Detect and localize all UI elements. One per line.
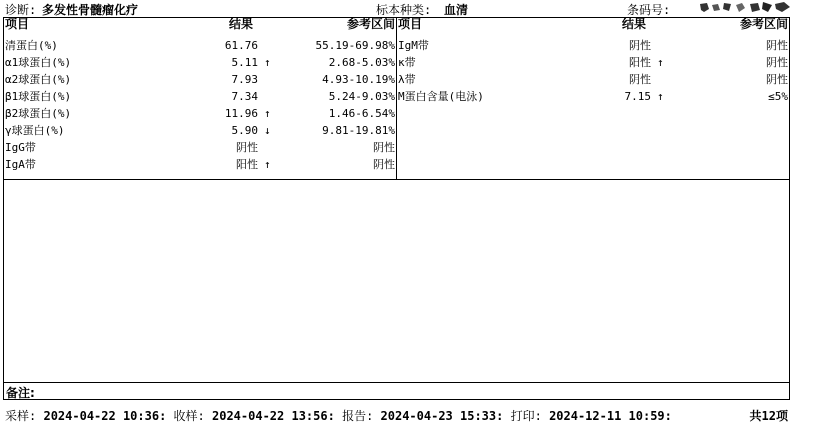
reference-range: 5.24-9.03% <box>328 90 395 103</box>
right-header-item: 项目 <box>398 17 423 31</box>
result-value: 5.11 <box>231 56 258 69</box>
collect-label: 采样: <box>5 409 37 423</box>
reference-range: 4.93-10.19% <box>322 73 395 86</box>
result-value: 阳性 <box>236 158 258 171</box>
collect-time: 2024-04-22 10:36: <box>43 409 167 423</box>
reference-range: 55.19-69.98% <box>315 39 395 52</box>
reference-range: ≤5% <box>768 90 788 103</box>
result-item-name: κ带 <box>398 56 416 69</box>
report-label: 报告: <box>342 409 374 423</box>
reference-range: 阴性 <box>766 73 788 86</box>
report-time: 2024-04-23 15:33: <box>380 409 504 423</box>
result-flag: ↑ <box>264 56 271 69</box>
result-item-name: λ带 <box>398 73 416 86</box>
receive-time: 2024-04-22 13:56: <box>212 409 335 423</box>
result-value: 5.90 <box>231 124 258 137</box>
reference-range: 阴性 <box>373 158 395 171</box>
right-header-range: 参考区间 <box>739 17 788 31</box>
reference-range: 9.81-19.81% <box>322 124 395 137</box>
print-label: 打印: <box>510 409 542 423</box>
result-value: 11.96 <box>224 107 258 120</box>
result-value: 7.93 <box>231 73 258 86</box>
left-header-range: 参考区间 <box>346 17 395 31</box>
result-item-name: γ球蛋白(%) <box>5 124 65 137</box>
result-item-name: β2球蛋白(%) <box>5 107 72 120</box>
result-item-name: M蛋白含量(电泳) <box>398 90 484 103</box>
result-item-name: IgM带 <box>398 39 429 52</box>
result-item-name: α2球蛋白(%) <box>5 73 72 86</box>
left-header-item: 项目 <box>5 17 30 31</box>
left-header-result: 结果 <box>229 17 254 31</box>
result-item-name: IgA带 <box>5 158 36 171</box>
diagnosis-label: 诊断: <box>5 3 37 17</box>
result-flag: ↑ <box>264 107 271 120</box>
reference-range: 2.68-5.03% <box>328 56 395 69</box>
result-value: 7.34 <box>231 90 258 103</box>
print-time: 2024-12-11 10:59: <box>549 409 672 423</box>
result-value: 7.15 <box>624 90 651 103</box>
result-flag: ↑ <box>657 56 664 69</box>
reference-range: 阴性 <box>766 56 788 69</box>
report-footer <box>5 407 672 424</box>
barcode-label: 条码号: <box>627 3 671 17</box>
diagnosis-value: 多发性骨髓瘤化疗 <box>42 3 139 17</box>
reference-range: 1.46-6.54% <box>328 107 395 120</box>
barcode-redacted-image <box>698 1 794 13</box>
specimen-label: 标本种类: <box>376 3 432 17</box>
specimen-value: 血清 <box>444 3 469 17</box>
result-item-name: α1球蛋白(%) <box>5 56 72 69</box>
item-count: 共12项 <box>749 409 788 423</box>
result-value: 阳性 <box>629 56 651 69</box>
reference-range: 阴性 <box>373 141 395 154</box>
result-value: 阴性 <box>629 39 651 52</box>
receive-label: 收样: <box>173 409 205 423</box>
result-value: 61.76 <box>224 39 258 52</box>
result-value: 阴性 <box>629 73 651 86</box>
result-item-name: β1球蛋白(%) <box>5 90 72 103</box>
report-header <box>0 0 824 17</box>
notes-top-rule <box>3 382 790 383</box>
result-flag: ↑ <box>657 90 664 103</box>
result-value: 阴性 <box>236 141 258 154</box>
column-divider <box>396 17 397 179</box>
result-item-name: 清蛋白(%) <box>5 39 58 52</box>
notes-label: 备注: <box>6 386 35 400</box>
result-item-name: IgG带 <box>5 141 36 154</box>
result-flag: ↓ <box>264 124 271 137</box>
reference-range: 阴性 <box>766 39 788 52</box>
table-bottom-rule <box>3 179 790 180</box>
result-flag: ↑ <box>264 158 271 171</box>
right-header-result: 结果 <box>622 17 647 31</box>
